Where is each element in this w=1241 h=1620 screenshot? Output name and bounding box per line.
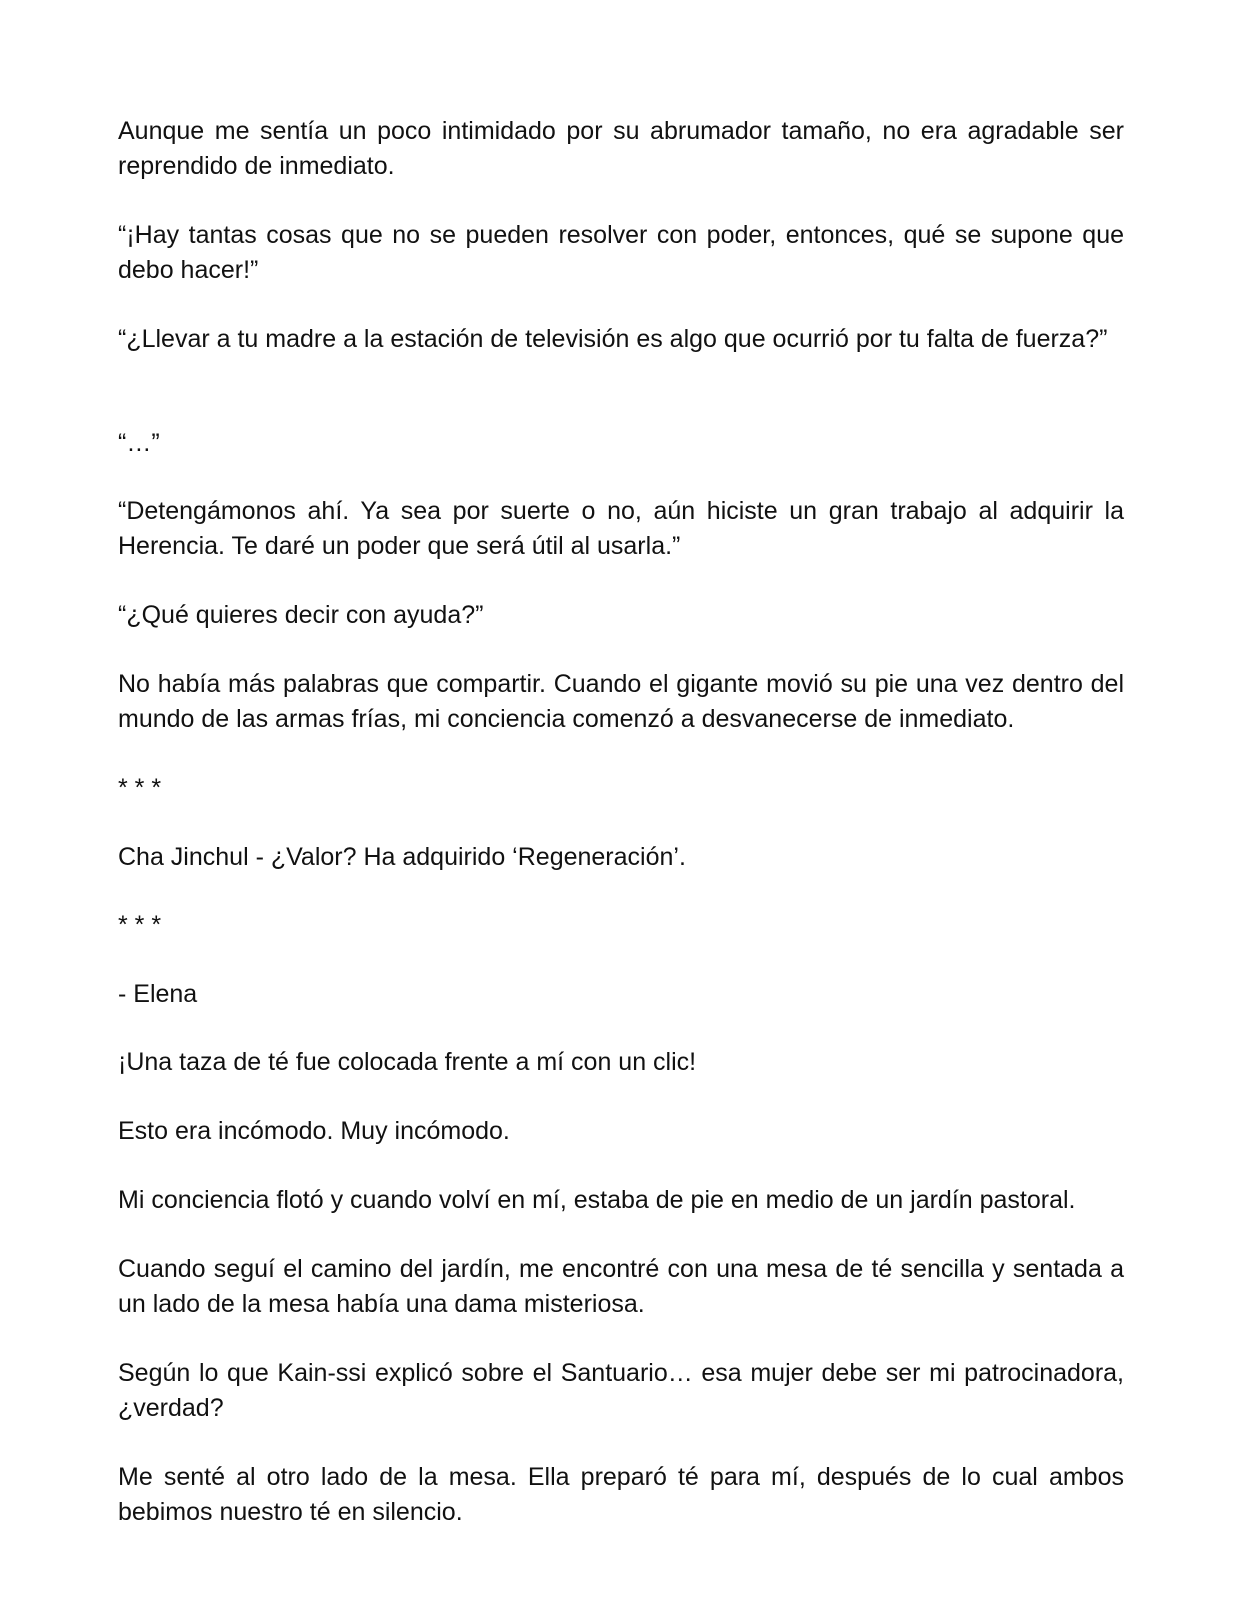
paragraph: Cha Jinchul - ¿Valor? Ha adquirido ‘Regeneración’. <box>118 843 686 871</box>
paragraph: Cuando seguí el camino del jardín, me encontré con una mesa de té sencilla y sentada a un lado de la mesa había una dama misteriosa. <box>118 1255 1124 1318</box>
paragraph: Esto era incómodo. Muy incómodo. <box>118 1117 510 1145</box>
paragraph: “¡Hay tantas cosas que no se pueden resolver con poder, entonces, qué se supone que debo hacer!” <box>118 221 1124 284</box>
paragraph: “¿Llevar a tu madre a la estación de televisión es algo que ocurrió por tu falta de fuerza?” <box>118 325 1108 353</box>
paragraph: - Elena <box>118 980 198 1008</box>
paragraph: Me senté al otro lado de la mesa. Ella preparó té para mí, después de lo cual ambos bebimos nuestro té en silencio. <box>118 1463 1124 1526</box>
paragraph: Aunque me sentía un poco intimidado por su abrumador tamaño, no era agradable ser reprendido de inmediato. <box>118 117 1124 180</box>
paragraph: No había más palabras que compartir. Cuando el gigante movió su pie una vez dentro del mundo de las armas frías, mi conciencia comenzó a desvanecerse de inmediato. <box>118 670 1124 733</box>
scene-break: * * * <box>118 911 162 939</box>
paragraph: ¡Una taza de té fue colocada frente a mí con un clic! <box>118 1048 697 1076</box>
paragraph: “Detengámonos ahí. Ya sea por suerte o no, aún hiciste un gran trabajo al adquirir la Herencia. Te daré un poder que será útil al usarla.” <box>118 497 1124 560</box>
paragraph: “¿Qué quieres decir con ayuda?” <box>118 601 484 629</box>
paragraph: Mi conciencia flotó y cuando volví en mí, estaba de pie en medio de un jardín pastoral. <box>118 1186 1076 1214</box>
paragraph: Según lo que Kain-ssi explicó sobre el Santuario… esa mujer debe ser mi patrocinadora, ¿verdad? <box>118 1359 1124 1422</box>
paragraph: “…” <box>118 429 160 457</box>
scene-break: * * * <box>118 774 162 802</box>
